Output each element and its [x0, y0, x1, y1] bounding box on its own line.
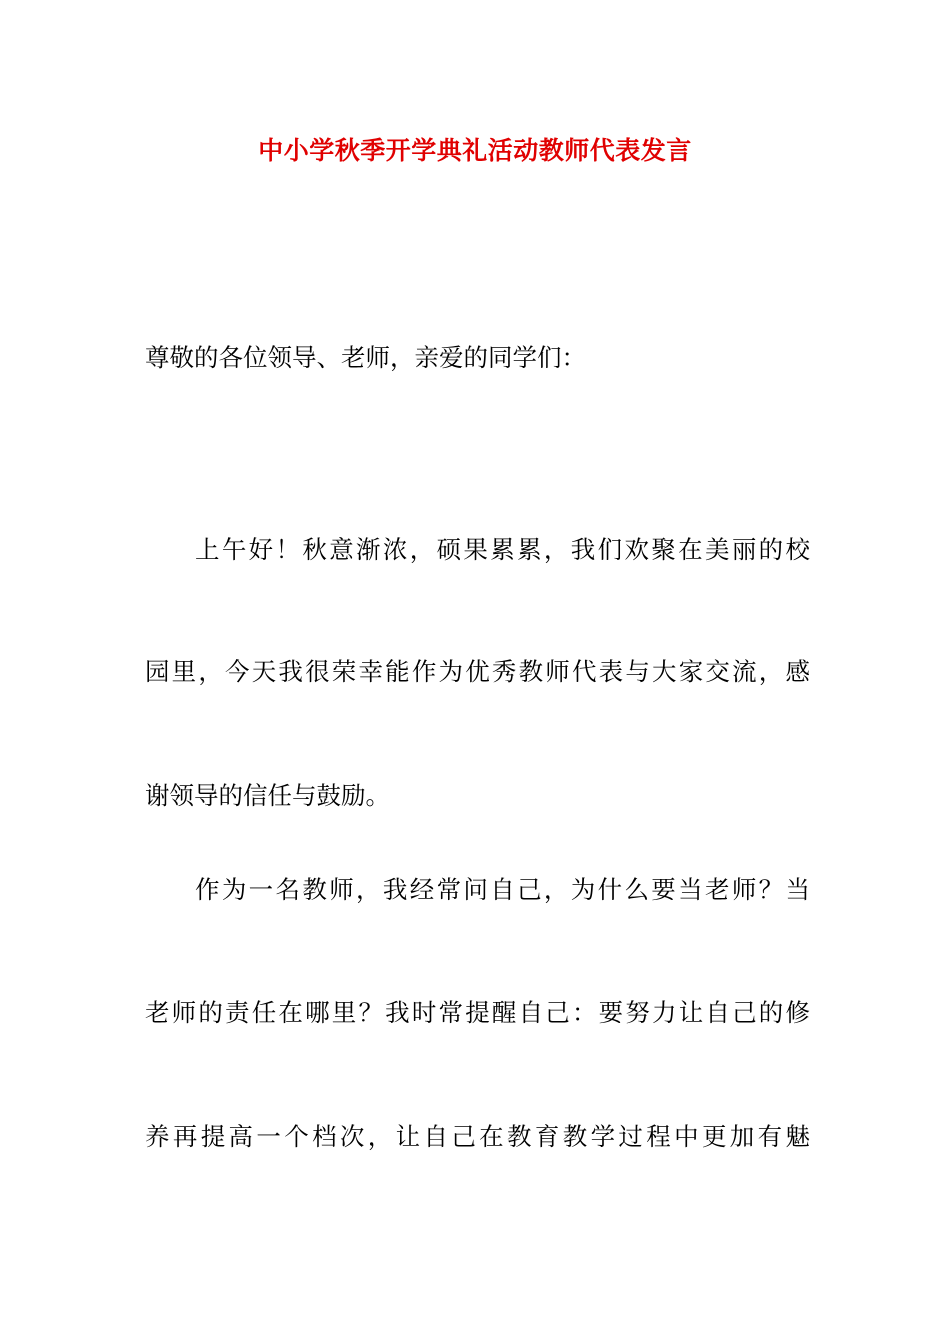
- paragraph2-line2: 老师的责任在哪里？我时常提醒自己：要努力让自己的修: [145, 998, 810, 1027]
- salutation: 尊敬的各位领导、老师，亲爱的同学们：: [145, 343, 586, 372]
- paragraph1-line3: 谢领导的信任与鼓励。: [145, 781, 390, 810]
- document-title: 中小学秋季开学典礼活动教师代表发言: [258, 136, 692, 165]
- paragraph1-line2: 园里，今天我很荣幸能作为优秀教师代表与大家交流，感: [145, 657, 810, 686]
- paragraph2-line1: 作为一名教师，我经常问自己，为什么要当老师？当: [195, 875, 810, 904]
- paragraph1-line1: 上午好！秋意渐浓，硕果累累，我们欢聚在美丽的校: [195, 535, 810, 564]
- paragraph2-line3: 养再提高一个档次，让自己在教育教学过程中更加有魅: [145, 1122, 810, 1151]
